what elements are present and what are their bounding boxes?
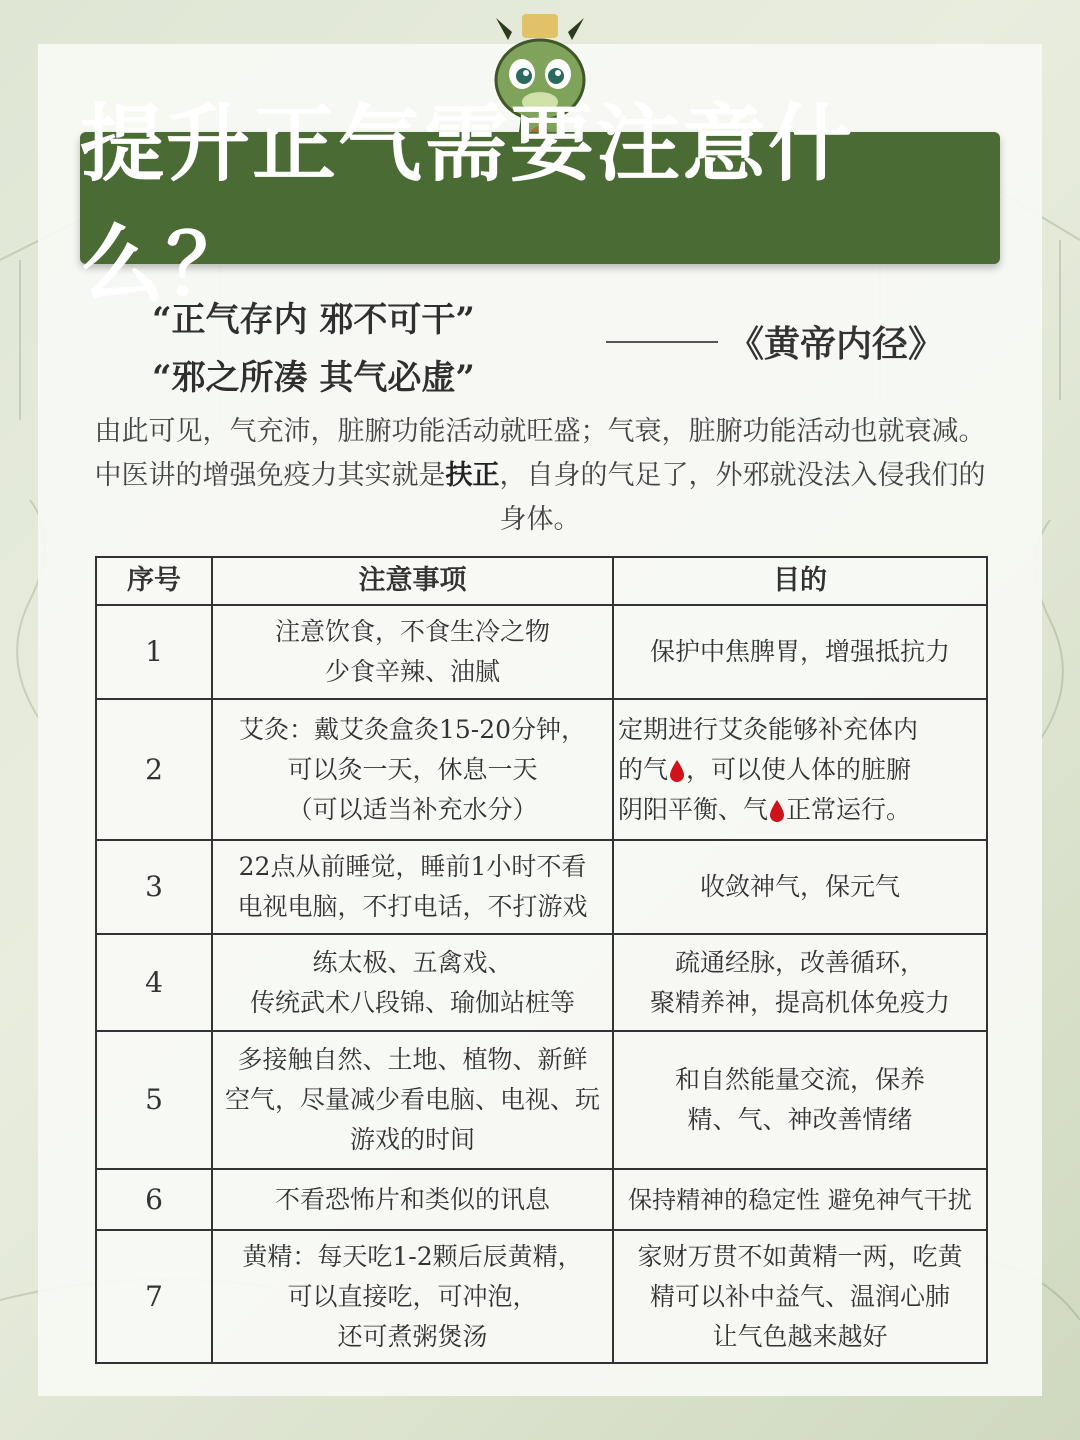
row-number: 6 xyxy=(96,1169,212,1230)
table-row xyxy=(96,1031,987,1169)
row-item-line: 可以灸一天，休息一天 xyxy=(287,754,538,784)
header-item: 注意事项 xyxy=(212,557,613,605)
title-banner xyxy=(80,94,1000,314)
row-purpose-line: 收敛神气，保元气 xyxy=(699,872,900,901)
row-item xyxy=(212,605,613,699)
row-item-line: 游戏的时间 xyxy=(349,1125,475,1154)
source-dash xyxy=(606,341,718,343)
row-item-line: （可以适当补充水分） xyxy=(287,794,538,824)
blood-drop-icon xyxy=(768,799,786,823)
row-item-line: 还可煮粥煲汤 xyxy=(337,1321,488,1351)
row-purpose-line: 精、气、神改善情绪 xyxy=(687,1105,913,1134)
header-number: 序号 xyxy=(96,557,212,605)
row-item-line: 传统武术八段锦、瑜伽站桩等 xyxy=(249,987,575,1017)
table-row xyxy=(96,605,987,699)
row-item-line: 不看恐怖片和类似的讯息 xyxy=(274,1184,550,1214)
row-item-line: 电视电脑，不打电话，不打游戏 xyxy=(237,892,588,921)
row-item-line: 可以直接吃，可冲泡， xyxy=(287,1281,538,1311)
row-purpose xyxy=(613,934,987,1031)
notes-table xyxy=(95,556,988,1364)
intro-text-1: 由此可见，气充沛，脏腑功能活动就旺盛；气衰，脏腑功能活动也就衰减。中医讲的增强免疫力其实就是 xyxy=(94,416,986,491)
row-purpose-line: 和自然能量交流，保养 xyxy=(674,1065,925,1094)
row-item xyxy=(212,699,613,840)
row-item-line: 少食辛辣、油腻 xyxy=(324,657,500,686)
purpose-fragment: 的气 xyxy=(618,754,669,784)
row-purpose xyxy=(613,605,987,699)
row-purpose-line: 聚精养神，提高机体免疫力 xyxy=(649,987,950,1017)
row-number: 5 xyxy=(96,1031,212,1169)
header-purpose: 目的 xyxy=(613,557,987,605)
table-row xyxy=(96,1169,987,1230)
row-item-line: 空气，尽量减少看电脑、电视、玩 xyxy=(224,1085,600,1114)
row-purpose-line xyxy=(618,750,982,790)
purpose-fragment: ，可以使人体的脏腑 xyxy=(686,754,912,784)
row-purpose-line: 疏通经脉，改善循环， xyxy=(674,947,925,977)
row-purpose-line: 精可以补中益气、温润心肺 xyxy=(649,1281,950,1311)
quote-source: 《黄帝内径》 xyxy=(728,323,945,365)
row-item-line: 22点从前睡觉，睡前1小时不看 xyxy=(238,852,587,881)
table-row xyxy=(96,934,987,1031)
row-number: 2 xyxy=(96,699,212,840)
row-number: 7 xyxy=(96,1230,212,1363)
page-title: 提升正气需要注意什么？ xyxy=(80,94,855,314)
row-number: 1 xyxy=(96,605,212,699)
row-purpose-line: 让气色越来越好 xyxy=(712,1321,888,1351)
row-item-line: 黄精：每天吃1-2颗后辰黄精， xyxy=(242,1241,583,1271)
row-purpose xyxy=(613,1230,987,1363)
row-purpose xyxy=(613,840,987,934)
intro-bold-term: 扶正 xyxy=(445,460,500,491)
row-item-line: 艾灸：戴艾灸盒灸15-20分钟， xyxy=(238,714,587,744)
table-row xyxy=(96,1230,987,1363)
row-purpose-line xyxy=(618,790,982,830)
quote-line-2: “邪之所凑 其气必虚” xyxy=(152,358,475,398)
row-purpose xyxy=(613,1031,987,1169)
row-item xyxy=(212,1169,613,1230)
row-item xyxy=(212,934,613,1031)
row-item xyxy=(212,1230,613,1363)
table-header-row xyxy=(96,557,987,605)
table-row xyxy=(96,699,987,840)
purpose-fragment: 正常运行。 xyxy=(786,794,912,824)
purpose-fragment: 阴阳平衡、气 xyxy=(618,794,769,824)
row-item-line: 练太极、五禽戏、 xyxy=(312,947,513,977)
row-item-line: 多接触自然、土地、植物、新鲜 xyxy=(237,1045,588,1074)
row-item-line: 注意饮食，不食生冷之物 xyxy=(274,617,550,646)
row-purpose-line: 家财万贯不如黄精一两，吃黄 xyxy=(637,1241,963,1271)
row-purpose-line: 定期进行艾灸能够补充体内 xyxy=(618,714,919,744)
row-item xyxy=(212,1031,613,1169)
row-purpose-line: 保持精神的稳定性 避免神气干扰 xyxy=(628,1185,972,1214)
intro-paragraph xyxy=(90,410,990,542)
intro-text-2: ，自身的气足了，外邪就没法入侵我们的身体。 xyxy=(499,460,986,535)
row-item xyxy=(212,840,613,934)
quote-line-1: “正气存内 邪不可干” xyxy=(152,300,475,340)
row-purpose xyxy=(613,1169,987,1230)
row-number: 3 xyxy=(96,840,212,934)
row-purpose-line: 保护中焦脾胃，增强抵抗力 xyxy=(649,637,950,666)
row-purpose xyxy=(613,699,987,840)
blood-drop-icon xyxy=(668,759,686,783)
row-number: 4 xyxy=(96,934,212,1031)
table-row xyxy=(96,840,987,934)
